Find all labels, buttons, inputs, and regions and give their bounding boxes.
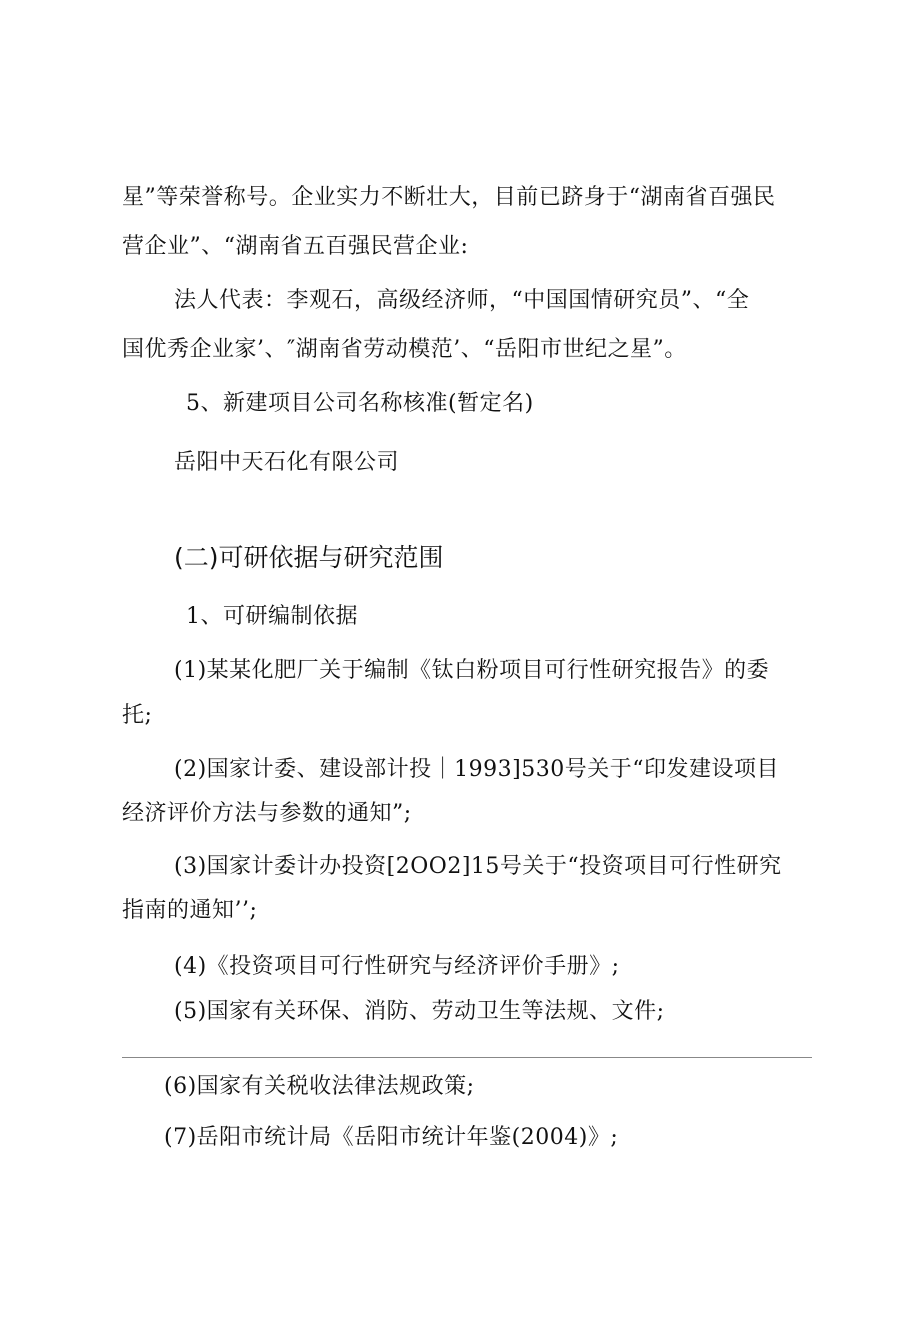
intro-line-1: 星”等荣誉称号。企业实力不断壮大，目前已跻身于“湖南省百强民 <box>122 185 776 210</box>
basis-item-5: (5)国家有关环保、消防、劳动卫生等法规、文件; <box>174 999 665 1024</box>
basis-item-7: (7)岳阳市统计局《岳阳市统计年鉴(2004)》; <box>164 1125 619 1150</box>
company-name: 岳阳中天石化有限公司 <box>174 450 400 475</box>
basis-item-3-line-1: (3)国家计委计办投资[2OO2]15号关于“投资项目可行性研究 <box>174 854 782 879</box>
legal-rep-line-1: 法人代表：李观石，高级经济师，“中国国情研究员”、“全 <box>174 288 750 313</box>
legal-rep-line-2: 国优秀企业家’、″湖南省劳动模范’、“岳阳市世纪之星”。 <box>122 337 687 362</box>
intro-line-2: 营企业”、“湖南省五百强民营企业: <box>122 234 469 259</box>
basis-item-6: (6)国家有关税收法律法规政策; <box>164 1074 475 1099</box>
basis-item-4: (4)《投资项目可行性研究与经济评价手册》; <box>174 954 620 979</box>
page-divider <box>122 1057 812 1058</box>
section-subheading: 1、可研编制依据 <box>186 604 358 629</box>
basis-item-2-line-2: 经济评价方法与参数的通知”; <box>122 801 412 826</box>
basis-item-1-line-2: 托; <box>122 703 153 728</box>
item5-title: 5、新建项目公司名称核准(暂定名) <box>186 391 534 416</box>
basis-item-2-line-1: (2)国家计委、建设部计投｜1993]530号关于“印发建设项目 <box>174 757 779 782</box>
basis-item-1-line-1: (1)某某化肥厂关于编制《钛白粉项目可行性研究报告》的委 <box>174 658 770 683</box>
section-heading: (二)可研依据与研究范围 <box>174 543 444 572</box>
basis-item-3-line-2: 指南的通知’’; <box>122 898 258 923</box>
